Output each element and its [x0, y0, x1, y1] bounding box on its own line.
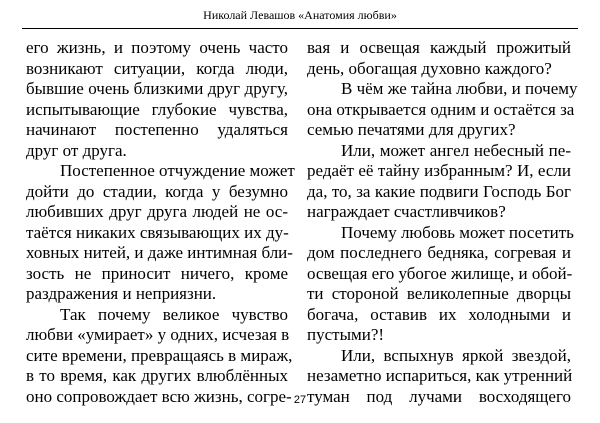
text-line: редаёт её тайну избранным? И, если: [307, 161, 571, 180]
text-line: бывшие очень близкими друг другу,: [26, 79, 288, 98]
text-line: да, то, за какие подвиги Господь Бог: [307, 181, 571, 201]
header-rule: [22, 28, 578, 29]
text-line: Постепенное отчуждение может: [60, 161, 295, 180]
text-line: дойти до стадии, когда у безумно: [26, 181, 288, 201]
text-line: в то время, как других влюблённых: [26, 366, 288, 385]
right-column: [307, 38, 578, 407]
text-line: ховных нитей, и даже интимная бли-: [26, 243, 293, 262]
text-line: незаметно испариться, как утренний: [307, 366, 573, 385]
text-line: богача, оставив их холодными и: [307, 304, 571, 324]
text-line: дом последнего бедняка, согревая и: [307, 243, 571, 262]
text-line: зость не приносит ничего, кроме: [26, 263, 288, 283]
text-line: Почему любовь может посетить: [341, 222, 574, 242]
text-line: Так почему великое чувство: [60, 304, 288, 324]
text-line: испытывающие глубокие чувства,: [26, 99, 288, 119]
running-header: Николай Левашов «Анатомия любви»: [203, 8, 397, 22]
text-line: ти стороной великолепные дворцы: [307, 284, 571, 303]
text-line: возникают ситуации, когда люди,: [26, 58, 288, 78]
text-line: В чём же тайна любви, и почему: [341, 79, 578, 98]
text-line: его жизнь, и поэтому очень часто: [26, 38, 288, 57]
text-line: любивших друг друга людей не ос-: [26, 202, 288, 221]
text-line: награждает счастливчиков?: [307, 202, 506, 221]
left-column: [26, 38, 295, 407]
text-line: Или, может ангел небесный пе-: [341, 140, 571, 160]
text-line: начинают постепенно удаляться: [26, 120, 288, 139]
page-number: 27: [293, 394, 307, 406]
text-line: Или, вспыхнув яркой звездой,: [341, 345, 571, 365]
text-line: оно сопровождает всю жизнь, согре-: [26, 386, 292, 406]
text-line: раздражения и неприязни.: [26, 284, 217, 303]
text-line: вая и освещая каждый прожитый: [307, 38, 571, 57]
text-line: освещая его убогое жилище, и обой-: [307, 263, 573, 283]
text-line: день, обогащая духовно каждого?: [307, 58, 552, 78]
text-line: таётся никаких связывающих их ду-: [26, 222, 289, 242]
text-line: пустыми?!: [307, 325, 385, 344]
text-line: она открывается одним и остаётся за: [307, 99, 575, 119]
text-line: туман под лучами восходящего: [307, 386, 571, 406]
text-line: любви «умирает» у одних, исчезая в: [26, 325, 290, 344]
text-line: друг от друга.: [26, 140, 127, 160]
text-line: сите времени, превращаясь в мираж,: [26, 345, 293, 365]
text-line: семью печатями для других?: [307, 120, 516, 139]
